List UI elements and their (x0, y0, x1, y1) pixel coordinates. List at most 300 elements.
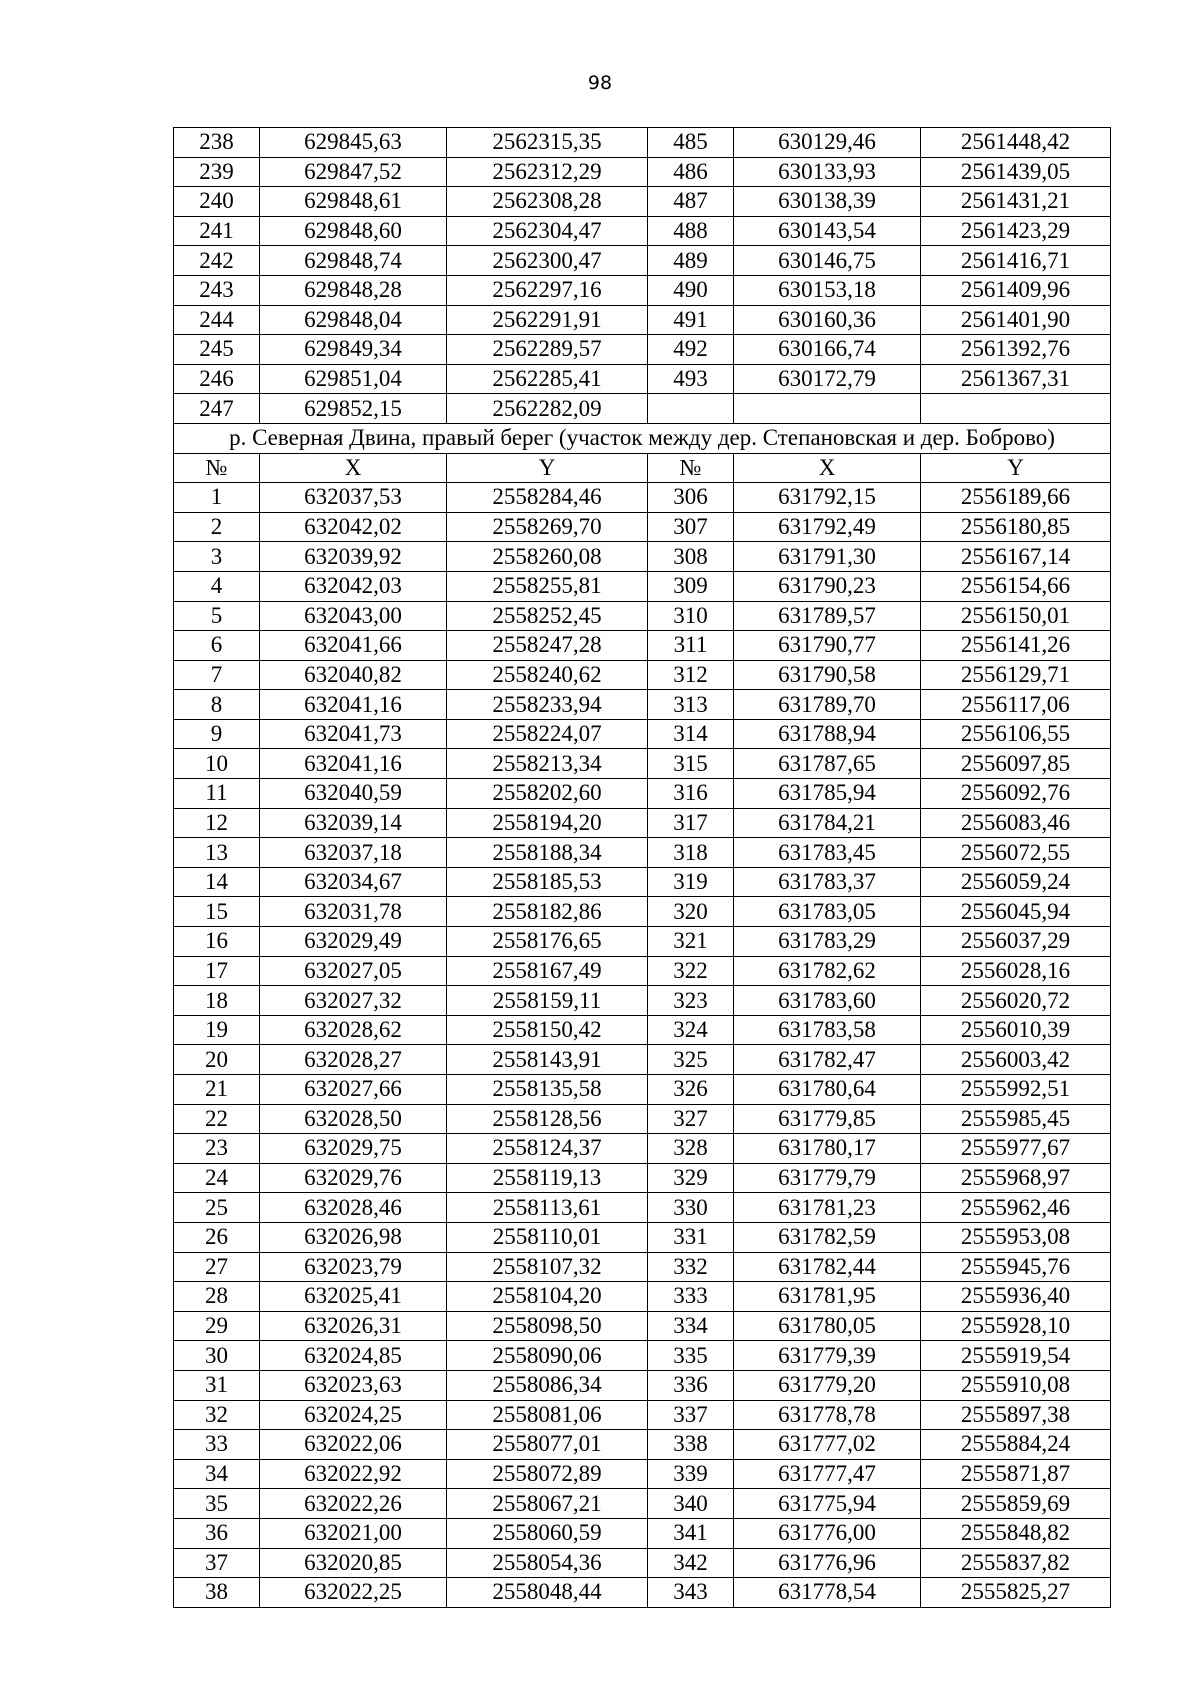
x-left: 632022,26 (260, 1489, 447, 1519)
y-right: 2556106,55 (921, 719, 1111, 749)
x-right: 631789,57 (734, 601, 921, 631)
x-left: 632041,16 (260, 749, 447, 779)
x-left: 632027,32 (260, 986, 447, 1016)
x-left: 632041,66 (260, 631, 447, 661)
y-left: 2558119,13 (447, 1163, 648, 1193)
point-num-left: 28 (174, 1282, 260, 1312)
x-left: 632021,00 (260, 1518, 447, 1548)
y-left: 2558060,59 (447, 1518, 648, 1548)
y-left: 2558269,70 (447, 512, 648, 542)
table-row (174, 305, 1111, 335)
x-right: 631781,95 (734, 1282, 921, 1312)
point-num-right: 306 (648, 483, 734, 513)
point-num-left: 6 (174, 631, 260, 661)
table-row (174, 927, 1111, 957)
point-num-right: 331 (648, 1222, 734, 1252)
table-body-bottom (174, 483, 1111, 1608)
x-right: 630146,75 (734, 246, 921, 276)
y-left: 2562291,91 (447, 305, 648, 335)
x-right: 631778,54 (734, 1578, 921, 1608)
table-row (174, 719, 1111, 749)
x-right: 631782,59 (734, 1222, 921, 1252)
table-row (174, 128, 1111, 158)
y-left: 2558202,60 (447, 779, 648, 809)
x-left: 632037,53 (260, 483, 447, 513)
y-right: 2555962,46 (921, 1193, 1111, 1223)
point-num-right: 335 (648, 1341, 734, 1371)
table-row (174, 1045, 1111, 1075)
y-left: 2558252,45 (447, 601, 648, 631)
table-row (174, 394, 1111, 424)
y-left: 2562282,09 (447, 394, 648, 424)
x-left: 632029,76 (260, 1163, 447, 1193)
x-left: 629848,60 (260, 216, 447, 246)
x-right: 631779,39 (734, 1341, 921, 1371)
x-left: 632024,25 (260, 1400, 447, 1430)
point-num-left: 242 (174, 246, 260, 276)
point-num-right: 340 (648, 1489, 734, 1519)
y-right (921, 394, 1111, 424)
x-right: 630153,18 (734, 275, 921, 305)
table-row (174, 1075, 1111, 1105)
y-left: 2558128,56 (447, 1104, 648, 1134)
y-right: 2555897,38 (921, 1400, 1111, 1430)
y-right: 2556059,24 (921, 867, 1111, 897)
table-row (174, 956, 1111, 986)
y-right: 2555968,97 (921, 1163, 1111, 1193)
x-right: 631777,02 (734, 1430, 921, 1460)
table-row (174, 1578, 1111, 1608)
point-num-left: 238 (174, 128, 260, 158)
x-left: 632042,03 (260, 571, 447, 601)
x-left: 632041,16 (260, 690, 447, 720)
point-num-right: 326 (648, 1075, 734, 1105)
x-right: 631775,94 (734, 1489, 921, 1519)
table-row (174, 157, 1111, 187)
y-right: 2556037,29 (921, 927, 1111, 957)
y-left: 2558077,01 (447, 1430, 648, 1460)
y-left: 2562289,57 (447, 335, 648, 365)
point-num-left: 244 (174, 305, 260, 335)
table-row (174, 631, 1111, 661)
x-right: 630143,54 (734, 216, 921, 246)
y-left: 2558135,58 (447, 1075, 648, 1105)
y-right: 2556003,42 (921, 1045, 1111, 1075)
x-left: 629849,34 (260, 335, 447, 365)
point-num-right: 324 (648, 1015, 734, 1045)
y-right: 2555910,08 (921, 1370, 1111, 1400)
table-row (174, 1222, 1111, 1252)
table-row (174, 483, 1111, 513)
page-number: 98 (587, 72, 613, 94)
y-left: 2558110,01 (447, 1222, 648, 1252)
y-left: 2558067,21 (447, 1489, 648, 1519)
y-left: 2558260,08 (447, 542, 648, 572)
section-title: р. Северная Двина, правый берег (участок между дер. Степановская и дер. Боброво) (174, 423, 1111, 453)
point-num-right: 321 (648, 927, 734, 957)
y-left: 2562285,41 (447, 364, 648, 394)
point-num-left: 239 (174, 157, 260, 187)
table-row (174, 1489, 1111, 1519)
point-num-right: 310 (648, 601, 734, 631)
point-num-left: 13 (174, 838, 260, 868)
y-right: 2561392,76 (921, 335, 1111, 365)
x-right: 631780,64 (734, 1075, 921, 1105)
point-num-right: 493 (648, 364, 734, 394)
table-row (174, 1459, 1111, 1489)
x-left: 632040,82 (260, 660, 447, 690)
x-left: 632028,62 (260, 1015, 447, 1045)
table-row (174, 1252, 1111, 1282)
y-right: 2556092,76 (921, 779, 1111, 809)
point-num-right: 313 (648, 690, 734, 720)
point-num-right: 486 (648, 157, 734, 187)
y-right: 2555859,69 (921, 1489, 1111, 1519)
y-left: 2558098,50 (447, 1311, 648, 1341)
point-num-right: 488 (648, 216, 734, 246)
y-left: 2562297,16 (447, 275, 648, 305)
header-x-right: X (734, 453, 921, 483)
y-right: 2556010,39 (921, 1015, 1111, 1045)
x-left: 629848,28 (260, 275, 447, 305)
point-num-right: 341 (648, 1518, 734, 1548)
y-right: 2556083,46 (921, 808, 1111, 838)
point-num-left: 243 (174, 275, 260, 305)
x-right: 630166,74 (734, 335, 921, 365)
y-left: 2558240,62 (447, 660, 648, 690)
point-num-right: 308 (648, 542, 734, 572)
y-right: 2555977,67 (921, 1134, 1111, 1164)
point-num-right: 490 (648, 275, 734, 305)
x-left: 632022,06 (260, 1430, 447, 1460)
x-right: 630160,36 (734, 305, 921, 335)
x-left: 632026,31 (260, 1311, 447, 1341)
header-num-left: № (174, 453, 260, 483)
table-row (174, 1400, 1111, 1430)
table-row (174, 838, 1111, 868)
point-num-left: 245 (174, 335, 260, 365)
point-num-right: 316 (648, 779, 734, 809)
x-right: 631783,45 (734, 838, 921, 868)
point-num-right: 318 (648, 838, 734, 868)
x-left: 632039,14 (260, 808, 447, 838)
y-right: 2555871,87 (921, 1459, 1111, 1489)
y-right: 2555884,24 (921, 1430, 1111, 1460)
y-left: 2562300,47 (447, 246, 648, 276)
x-right: 630172,79 (734, 364, 921, 394)
point-num-left: 34 (174, 1459, 260, 1489)
table-row (174, 779, 1111, 809)
x-left: 632037,18 (260, 838, 447, 868)
x-left: 632031,78 (260, 897, 447, 927)
point-num-right: 332 (648, 1252, 734, 1282)
table-row (174, 986, 1111, 1016)
point-num-right: 319 (648, 867, 734, 897)
x-left: 629852,15 (260, 394, 447, 424)
table-row (174, 1104, 1111, 1134)
x-left: 629848,74 (260, 246, 447, 276)
point-num-left: 12 (174, 808, 260, 838)
point-num-left: 3 (174, 542, 260, 572)
header-num-right: № (648, 453, 734, 483)
x-right: 631783,37 (734, 867, 921, 897)
x-left: 632043,00 (260, 601, 447, 631)
point-num-right: 314 (648, 719, 734, 749)
x-right: 631790,58 (734, 660, 921, 690)
y-right: 2561409,96 (921, 275, 1111, 305)
table-body-top (174, 128, 1111, 424)
point-num-left: 247 (174, 394, 260, 424)
y-left: 2558284,46 (447, 483, 648, 513)
point-num-right: 327 (648, 1104, 734, 1134)
x-right: 631783,05 (734, 897, 921, 927)
y-left: 2558048,44 (447, 1578, 648, 1608)
x-right: 631792,15 (734, 483, 921, 513)
x-left: 632029,75 (260, 1134, 447, 1164)
table-row (174, 1341, 1111, 1371)
y-left: 2558159,11 (447, 986, 648, 1016)
point-num-left: 8 (174, 690, 260, 720)
y-right: 2555945,76 (921, 1252, 1111, 1282)
y-right: 2555825,27 (921, 1578, 1111, 1608)
x-left: 629847,52 (260, 157, 447, 187)
x-right: 631776,00 (734, 1518, 921, 1548)
section-title-row (174, 423, 1111, 453)
point-num-right: 309 (648, 571, 734, 601)
point-num-left: 33 (174, 1430, 260, 1460)
point-num-left: 7 (174, 660, 260, 690)
point-num-left: 26 (174, 1222, 260, 1252)
x-right: 631780,05 (734, 1311, 921, 1341)
table-row (174, 187, 1111, 217)
x-right: 631782,44 (734, 1252, 921, 1282)
point-num-right: 489 (648, 246, 734, 276)
x-left: 632029,49 (260, 927, 447, 957)
x-right: 631779,79 (734, 1163, 921, 1193)
y-right: 2555919,54 (921, 1341, 1111, 1371)
x-left: 632040,59 (260, 779, 447, 809)
x-right: 631784,21 (734, 808, 921, 838)
x-left: 629851,04 (260, 364, 447, 394)
x-right: 630138,39 (734, 187, 921, 217)
y-left: 2562312,29 (447, 157, 648, 187)
point-num-left: 27 (174, 1252, 260, 1282)
y-left: 2558194,20 (447, 808, 648, 838)
y-left: 2558072,89 (447, 1459, 648, 1489)
point-num-right: 491 (648, 305, 734, 335)
point-num-right: 334 (648, 1311, 734, 1341)
coordinates-table (173, 127, 1111, 1608)
table-row (174, 1518, 1111, 1548)
y-left: 2558143,91 (447, 1045, 648, 1075)
point-num-left: 25 (174, 1193, 260, 1223)
table-row (174, 1311, 1111, 1341)
y-left: 2562315,35 (447, 128, 648, 158)
point-num-left: 240 (174, 187, 260, 217)
point-num-left: 30 (174, 1341, 260, 1371)
x-left: 632034,67 (260, 867, 447, 897)
y-right: 2555848,82 (921, 1518, 1111, 1548)
x-right: 631787,65 (734, 749, 921, 779)
point-num-right: 485 (648, 128, 734, 158)
header-y-left: Y (447, 453, 648, 483)
table-row (174, 1193, 1111, 1223)
y-left: 2558224,07 (447, 719, 648, 749)
table-row (174, 1430, 1111, 1460)
x-right: 631792,49 (734, 512, 921, 542)
table-row (174, 867, 1111, 897)
x-right: 631777,47 (734, 1459, 921, 1489)
x-right: 631781,23 (734, 1193, 921, 1223)
y-right: 2556117,06 (921, 690, 1111, 720)
point-num-right: 312 (648, 660, 734, 690)
x-left: 629845,63 (260, 128, 447, 158)
y-right: 2556141,26 (921, 631, 1111, 661)
x-right: 631779,20 (734, 1370, 921, 1400)
y-right: 2561423,29 (921, 216, 1111, 246)
table-row (174, 571, 1111, 601)
table-row (174, 1134, 1111, 1164)
point-num-right: 323 (648, 986, 734, 1016)
y-left: 2558086,34 (447, 1370, 648, 1400)
point-num-right: 325 (648, 1045, 734, 1075)
y-right: 2556154,66 (921, 571, 1111, 601)
x-left: 632025,41 (260, 1282, 447, 1312)
y-right: 2556150,01 (921, 601, 1111, 631)
x-right: 631776,96 (734, 1548, 921, 1578)
point-num-right: 342 (648, 1548, 734, 1578)
table-row (174, 1015, 1111, 1045)
point-num-right: 320 (648, 897, 734, 927)
table-row (174, 1548, 1111, 1578)
point-num-right: 317 (648, 808, 734, 838)
point-num-left: 10 (174, 749, 260, 779)
point-num-left: 15 (174, 897, 260, 927)
x-left: 632022,25 (260, 1578, 447, 1608)
y-right: 2561431,21 (921, 187, 1111, 217)
table-row (174, 1282, 1111, 1312)
point-num-left: 23 (174, 1134, 260, 1164)
point-num-left: 17 (174, 956, 260, 986)
x-left: 629848,04 (260, 305, 447, 335)
x-right: 631778,78 (734, 1400, 921, 1430)
point-num-right: 343 (648, 1578, 734, 1608)
y-left: 2558188,34 (447, 838, 648, 868)
point-num-left: 9 (174, 719, 260, 749)
y-left: 2558107,32 (447, 1252, 648, 1282)
x-right: 631780,17 (734, 1134, 921, 1164)
point-num-left: 14 (174, 867, 260, 897)
point-num-left: 38 (174, 1578, 260, 1608)
x-left: 632041,73 (260, 719, 447, 749)
point-num-left: 36 (174, 1518, 260, 1548)
y-right: 2556167,14 (921, 542, 1111, 572)
point-num-left: 35 (174, 1489, 260, 1519)
table-row (174, 542, 1111, 572)
point-num-left: 19 (174, 1015, 260, 1045)
y-right: 2556189,66 (921, 483, 1111, 513)
x-left: 632027,05 (260, 956, 447, 986)
y-left: 2558182,86 (447, 897, 648, 927)
table-row (174, 660, 1111, 690)
table-row (174, 335, 1111, 365)
point-num-right: 328 (648, 1134, 734, 1164)
point-num-left: 31 (174, 1370, 260, 1400)
point-num-left: 241 (174, 216, 260, 246)
point-num-left: 1 (174, 483, 260, 513)
point-num-left: 29 (174, 1311, 260, 1341)
x-left: 632026,98 (260, 1222, 447, 1252)
x-right: 631791,30 (734, 542, 921, 572)
x-right (734, 394, 921, 424)
point-num-right: 333 (648, 1282, 734, 1312)
y-left: 2562308,28 (447, 187, 648, 217)
table-row (174, 216, 1111, 246)
point-num-right: 337 (648, 1400, 734, 1430)
header-x-left: X (260, 453, 447, 483)
y-right: 2555837,82 (921, 1548, 1111, 1578)
x-right: 631782,62 (734, 956, 921, 986)
table-row (174, 1163, 1111, 1193)
x-right: 630133,93 (734, 157, 921, 187)
y-left: 2558090,06 (447, 1341, 648, 1371)
y-right: 2561367,31 (921, 364, 1111, 394)
y-right: 2556028,16 (921, 956, 1111, 986)
x-right: 630129,46 (734, 128, 921, 158)
table-row (174, 808, 1111, 838)
point-num-right (648, 394, 734, 424)
x-left: 632028,27 (260, 1045, 447, 1075)
y-left: 2558054,36 (447, 1548, 648, 1578)
point-num-left: 2 (174, 512, 260, 542)
y-right: 2555992,51 (921, 1075, 1111, 1105)
y-left: 2558233,94 (447, 690, 648, 720)
column-header-row (174, 453, 1111, 483)
point-num-right: 330 (648, 1193, 734, 1223)
y-right: 2556097,85 (921, 749, 1111, 779)
point-num-left: 4 (174, 571, 260, 601)
point-num-right: 338 (648, 1430, 734, 1460)
x-left: 632042,02 (260, 512, 447, 542)
point-num-right: 336 (648, 1370, 734, 1400)
table-row (174, 246, 1111, 276)
point-num-left: 16 (174, 927, 260, 957)
x-right: 631789,70 (734, 690, 921, 720)
y-left: 2558081,06 (447, 1400, 648, 1430)
point-num-left: 18 (174, 986, 260, 1016)
x-right: 631790,23 (734, 571, 921, 601)
x-right: 631783,60 (734, 986, 921, 1016)
table-row (174, 275, 1111, 305)
table-row (174, 897, 1111, 927)
y-left: 2558167,49 (447, 956, 648, 986)
y-right: 2555936,40 (921, 1282, 1111, 1312)
table-row (174, 512, 1111, 542)
y-left: 2558113,61 (447, 1193, 648, 1223)
y-right: 2555953,08 (921, 1222, 1111, 1252)
y-left: 2558247,28 (447, 631, 648, 661)
y-right: 2555928,10 (921, 1311, 1111, 1341)
y-right: 2556129,71 (921, 660, 1111, 690)
x-left: 632039,92 (260, 542, 447, 572)
point-num-left: 20 (174, 1045, 260, 1075)
point-num-left: 5 (174, 601, 260, 631)
point-num-right: 492 (648, 335, 734, 365)
x-left: 632027,66 (260, 1075, 447, 1105)
point-num-right: 339 (648, 1459, 734, 1489)
y-left: 2558255,81 (447, 571, 648, 601)
x-left: 632028,50 (260, 1104, 447, 1134)
